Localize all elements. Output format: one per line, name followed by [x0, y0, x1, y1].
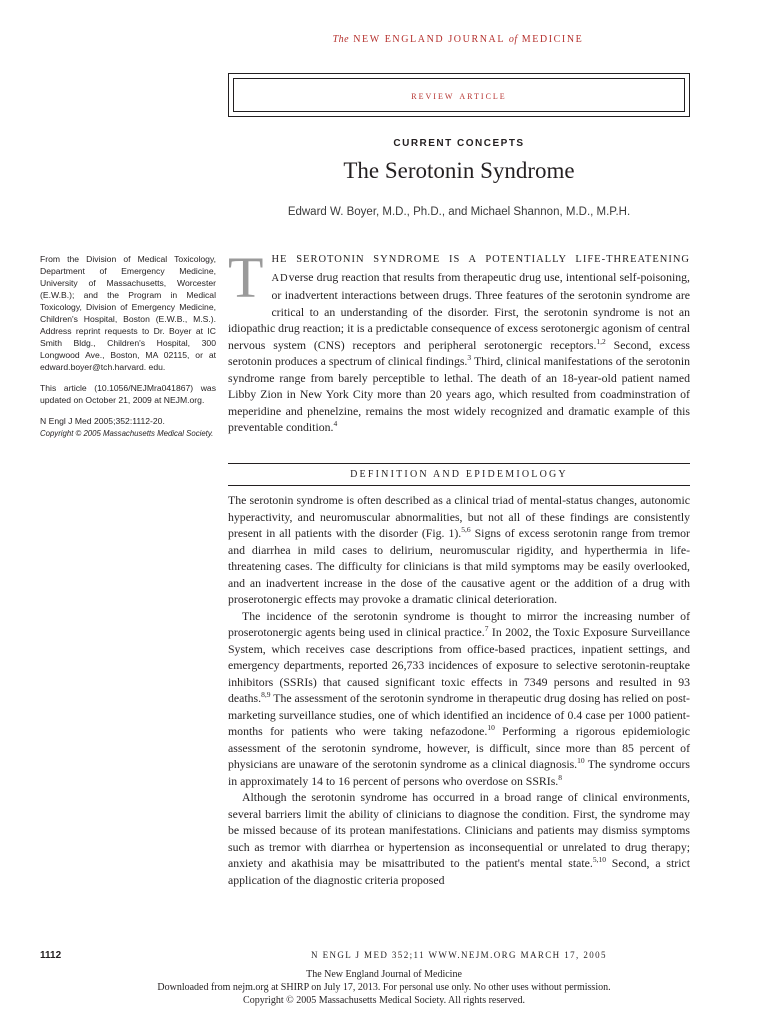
ref: 8	[558, 772, 563, 782]
ref: 3	[467, 353, 472, 362]
journal-header-name-b: MEDICINE	[521, 34, 584, 45]
text: The syndrome occurs in approximately 14 to 16 percent of persons who overdose on SSRIs.	[228, 757, 690, 788]
ref: 5,6	[461, 525, 471, 534]
ref: 5,10	[592, 855, 606, 864]
section-body	[228, 492, 690, 888]
text: Performing a rigorous epidemiologic assessment of the serotonin syndrome, however, is difficult, since more than 85 percent of physicians are unaware of the serotonin syndrome as a clinical diagnosis.	[228, 724, 690, 771]
intro-lead: HE SEROTONIN SYNDROME IS A POTENTIALLY LIFE-THREATENING AD	[271, 254, 690, 284]
article-type-banner	[228, 73, 690, 117]
sidebar-copyright: Copyright © 2005 Massachusetts Medical Society.	[40, 429, 214, 438]
author-line: Edward W. Boyer, M.D., Ph.D., and Michael Shannon, M.D., M.P.H.	[287, 206, 631, 218]
update-note: This article (10.1056/NEJMra041867) was updated on October 21, 2009 at NEJM.org.	[40, 383, 216, 405]
journal-header-the: The	[332, 34, 350, 45]
intro-text-2: Second, excess serotonin produces a spectrum of clinical findings.	[228, 337, 690, 368]
article-type-label: review article	[233, 78, 685, 112]
text: Second, a strict application of the diagnostic criteria proposed	[228, 856, 690, 887]
text: Although the serotonin syndrome has occurred in a broad range of clinical environments, several barriers limit the ability of clinicians to diagnose the condition. First, the syndrome may be missed because of its protean manifestations. Clinicians and patients may dismiss symptoms such as tremor with diarrhea or hypertension as inconsequential or unrelated to drug therapy; anxiety and akathisia may be misattributed to the patient's mental state.	[228, 790, 690, 870]
drop-cap: T	[228, 245, 264, 310]
intro-text-1: verse drug reaction that results from therapeutic drug use, intentional self-poisoning, or inadvertent interactions between drugs. Three features of the serotonin syndrome are critical to an understanding of the disorder. First, the serotonin syndrome is not an idiopathic drug reaction; it is a predictable consequence of excess serotonergic agonism of central nervous system (CNS) receptors and peripheral serotonergic receptors.	[228, 269, 690, 352]
download-notice	[0, 968, 768, 1007]
page-number: 1112	[40, 950, 62, 961]
body-paragraph-3	[228, 789, 690, 888]
ref: 1,2	[596, 336, 606, 346]
citation: N Engl J Med 2005;352:1112-20.	[40, 416, 165, 426]
section-heading: DEFINITION AND EPIDEMIOLOGY	[350, 469, 568, 480]
text: The assessment of the serotonin syndrome in therapeutic drug dosing has relied on post-marketing surveillance studies, one of which identified an incidence of 0.4 case per 1000 patient-months for patients who were taking nefazodone.	[228, 691, 690, 738]
journal-header	[228, 34, 688, 45]
article-sidebar	[40, 253, 216, 449]
body-paragraph-1	[228, 492, 690, 608]
body-paragraph-2	[228, 608, 690, 790]
ref: 7	[484, 624, 489, 633]
intro-paragraph	[228, 245, 690, 436]
ref: 8,9	[261, 690, 271, 699]
article-title: The Serotonin Syndrome	[343, 158, 575, 183]
ref: 10	[487, 723, 495, 732]
section-rule-top	[228, 463, 690, 464]
ref: 4	[333, 419, 338, 428]
download-line-3: Copyright © 2005 Massachusetts Medical Society. All rights reserved.	[243, 995, 525, 1006]
journal-header-name-a: NEW ENGLAND JOURNAL	[353, 34, 505, 45]
footer-journal-line: N ENGL J MED 352;11 WWW.NEJM.ORG MARCH 17, 2005	[311, 950, 607, 960]
affiliation-note: From the Division of Medical Toxicology, Department of Emergency Medicine, University of Massachusetts, Worcester (E.W.B.); and the Program in Medical Toxicology, Division of Emergency Medicine, Children's Hospital, Boston (E.W.B., M.S.). Address reprint requests to Dr. Boyer at IC Smith Bldg., Children's Hospital, 300 Longwood Ave., Boston, MA 02115, or at edward.boyer@tch.harvard. edu.	[40, 254, 216, 372]
text: The serotonin syndrome is often described as a clinical triad of mental-status changes, autonomic hyperactivity, and neuromuscular abnormalities, but not all of these findings are consistently present in all patients with the disorder (Fig. 1).	[228, 493, 690, 540]
text: In 2002, the Toxic Exposure Surveillance System, which receives case descriptions from office-based practices, inpatient settings, and emergency departments, reported 26,733 incidences of exposure to selective serotonin-reuptake inhibitors (SSRIs) that caused significant toxic effects in 7349 persons and resulted in 93 deaths.	[228, 625, 690, 705]
series-kicker: CURRENT CONCEPTS	[393, 138, 525, 149]
text: The incidence of the serotonin syndrome is thought to mirror the increasing number of proserotonergic agents being used in clinical practice.	[228, 608, 690, 639]
text: Signs of excess serotonin range from tremor and diarrhea in mild cases to delirium, neuromuscular rigidity, and hyperthermia in life-threatening cases. The difficulty for clinicians is that mild symptoms may be easily overlooked, and an inadvertent increase in the dose of the causative agent or the addition of a drug with proserotonergic effects may provoke a dramatic clinical deterioration.	[228, 526, 690, 606]
download-line-2: Downloaded from nejm.org at SHIRP on July 17, 2013. For personal use only. No other uses without permission.	[157, 982, 611, 993]
journal-header-of: of	[508, 34, 518, 45]
download-line-1: The New England Journal of Medicine	[306, 969, 462, 980]
section-rule-bottom	[228, 485, 690, 486]
intro-text-3: Third, clinical manifestations of the serotonin syndrome range from barely perceptible to lethal. The death of an 18-year-old patient named Libby Zion in New York City more than 20 years ago, which resulted from coadminstration of meperidine and phenelzine, remains the most widely recognized and dramatic example of this preventable condition.	[228, 354, 690, 434]
ref: 10	[577, 756, 585, 765]
